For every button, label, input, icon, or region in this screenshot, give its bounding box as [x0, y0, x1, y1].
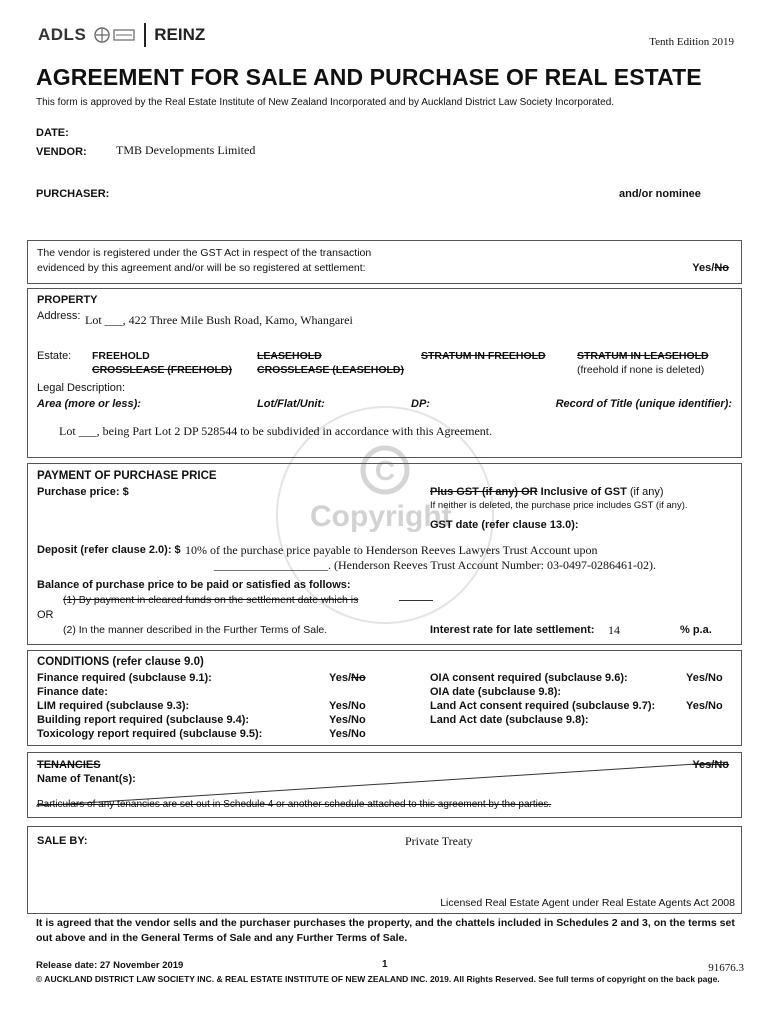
estate-crosslease-freehold[interactable]: CROSSLEASE (FREEHOLD): [92, 364, 233, 376]
conditions-heading: CONDITIONS (refer clause 9.0): [37, 656, 204, 668]
finance-required-label: Finance required (subclause 9.1):: [37, 672, 212, 684]
estate-leasehold[interactable]: LEASEHOLD: [257, 350, 322, 362]
page-number: 1: [382, 959, 388, 970]
watermark-copyright-text: Copyright: [310, 500, 452, 533]
tenancies-particulars: Particulars of any tenancies are set out in Schedule 4 or another schedule attached to this agreement by the parties.: [37, 799, 552, 810]
finance-date-label: Finance date:: [37, 686, 108, 698]
property-section: [27, 288, 742, 458]
page-subtitle: This form is approved by the Real Estate Institute of New Zealand Incorporated and by Auckland District Law Society Incorporated.: [36, 97, 615, 108]
edition-label: Tenth Edition 2019: [649, 36, 734, 48]
interest-rate-value: 14: [608, 623, 620, 637]
land-act-consent-label: Land Act consent required (subclause 9.7):: [430, 700, 656, 712]
gst-text-line1: The vendor is registered under the GST Act in respect of the transaction: [37, 247, 372, 259]
gst-date-label: GST date (refer clause 13.0):: [430, 519, 579, 531]
freehold-note: (freehold if none is deleted): [577, 364, 705, 376]
release-date: Release date: 27 November 2019: [36, 960, 184, 971]
adls-logo-text: ADLS: [38, 25, 87, 44]
purchase-price-label: Purchase price: $: [37, 486, 129, 498]
sale-by-value: Private Treaty: [405, 834, 473, 848]
land-act-consent-yes-no[interactable]: Yes/No: [686, 700, 723, 712]
toxicology-report-label: Toxicology report required (subclause 9.5):: [37, 728, 263, 740]
estate-stratum-freehold[interactable]: STRATUM IN FREEHOLD: [421, 350, 546, 362]
legal-description-value: Lot ___, being Part Lot 2 DP 528544 to be subdivided in accordance with this Agreement.: [59, 424, 493, 438]
building-report-label: Building report required (subclause 9.4):: [37, 714, 250, 726]
date-label: DATE:: [36, 127, 69, 139]
oia-consent-yes-no[interactable]: Yes/No: [686, 672, 723, 684]
dp-label: DP:: [411, 398, 430, 410]
svg-text:C: C: [374, 455, 396, 486]
agreement-statement: It is agreed that the vendor sells and the purchaser purchases the property, and the chattels included in Schedules 2 and 3, on the terms set out above and in the General Terms of Sale and any Further Terms of Sale.: [36, 917, 735, 944]
per-annum-label: % p.a.: [680, 624, 712, 636]
land-act-date-label: Land Act date (subclause 9.8):: [430, 714, 589, 726]
page-title: AGREEMENT FOR SALE AND PURCHASE OF REAL ESTATE: [36, 64, 702, 90]
property-heading: PROPERTY: [37, 294, 98, 306]
reinz-logo-text: REINZ: [154, 25, 206, 44]
estate-crosslease-leasehold[interactable]: CROSSLEASE (LEASEHOLD): [257, 364, 405, 376]
estate-label: Estate:: [37, 350, 72, 362]
payment-section: [27, 463, 742, 645]
legal-description-label: Legal Description:: [37, 382, 126, 394]
record-of-title-label: Record of Title (unique identifier):: [555, 398, 732, 410]
vendor-label: VENDOR:: [36, 146, 87, 158]
balance-option-2[interactable]: (2) In the manner described in the Further Terms of Sale.: [63, 624, 328, 636]
sale-by-section: [27, 826, 742, 914]
gst-text-line2: evidenced by this agreement and/or will be so registered at settlement:: [37, 262, 366, 274]
balance-label: Balance of purchase price to be paid or satisfied as follows:: [37, 579, 351, 591]
vendor-value: TMB Developments Limited: [116, 143, 256, 157]
nominee-label: and/or nominee: [619, 188, 701, 200]
copyright-notice: © AUCKLAND DISTRICT LAW SOCIETY INC. & REAL ESTATE INSTITUTE OF NEW ZEALAND INC. 2019. All Rights Reserved. See full terms of copyright on the back page.: [36, 974, 720, 984]
address-value: Lot ___, 422 Three Mile Bush Road, Kamo, Whangarei: [85, 313, 353, 327]
payment-heading: PAYMENT OF PURCHASE PRICE: [37, 470, 217, 482]
agent-caption: Licensed Real Estate Agent under Real Estate Agents Act 2008: [440, 897, 735, 909]
building-report-yes-no[interactable]: Yes/No: [329, 714, 366, 726]
tenancies-heading: TENANCIES: [37, 759, 101, 771]
oia-date-label: OIA date (subclause 9.8):: [430, 686, 562, 698]
gst-yes-no[interactable]: Yes/No: [692, 262, 729, 274]
adls-logo: [38, 23, 205, 47]
form-code: 91676.3: [708, 962, 744, 974]
lot-label: Lot/Flat/Unit:: [257, 398, 325, 410]
tenancies-section: [27, 752, 742, 818]
deposit-value-line1: 10% of the purchase price payable to Henderson Reeves Lawyers Trust Account upon: [185, 543, 598, 557]
estate-stratum-leasehold[interactable]: STRATUM IN LEASEHOLD: [577, 350, 709, 362]
header-divider: [144, 23, 146, 47]
crest-icon: [90, 24, 138, 46]
tenancies-yes-no[interactable]: Yes/No: [692, 759, 729, 771]
interest-rate-label: Interest rate for late settlement:: [430, 624, 595, 636]
or-label: OR: [37, 609, 54, 621]
finance-required-yes-no[interactable]: Yes/No: [329, 672, 366, 684]
lim-yes-no[interactable]: Yes/No: [329, 700, 366, 712]
deposit-value-line2: ___________________. (Henderson Reeves Trust Account Number: 03-0497-0286461-02).: [214, 558, 656, 572]
deposit-label: Deposit (refer clause 2.0): $: [37, 544, 181, 556]
gst-neither-note: If neither is deleted, the purchase price includes GST (if any).: [430, 500, 688, 511]
option-divider-line: [399, 600, 433, 601]
gst-registration-box: [27, 240, 742, 284]
gst-option[interactable]: Plus GST (if any) OR Inclusive of GST (if any): [430, 486, 664, 498]
sale-by-label: SALE BY:: [37, 835, 88, 847]
conditions-section: [27, 650, 742, 746]
address-label: Address:: [37, 310, 81, 322]
balance-option-1[interactable]: (1) By payment in cleared funds on the settlement date which is: [63, 594, 359, 606]
estate-freehold[interactable]: FREEHOLD: [92, 350, 150, 362]
lim-label: LIM required (subclause 9.3):: [37, 700, 190, 712]
purchaser-label: PURCHASER:: [36, 188, 110, 200]
oia-consent-label: OIA consent required (subclause 9.6):: [430, 672, 628, 684]
tenant-name-label: Name of Tenant(s):: [37, 773, 136, 785]
area-label: Area (more or less):: [37, 398, 141, 410]
toxicology-report-yes-no[interactable]: Yes/No: [329, 728, 366, 740]
